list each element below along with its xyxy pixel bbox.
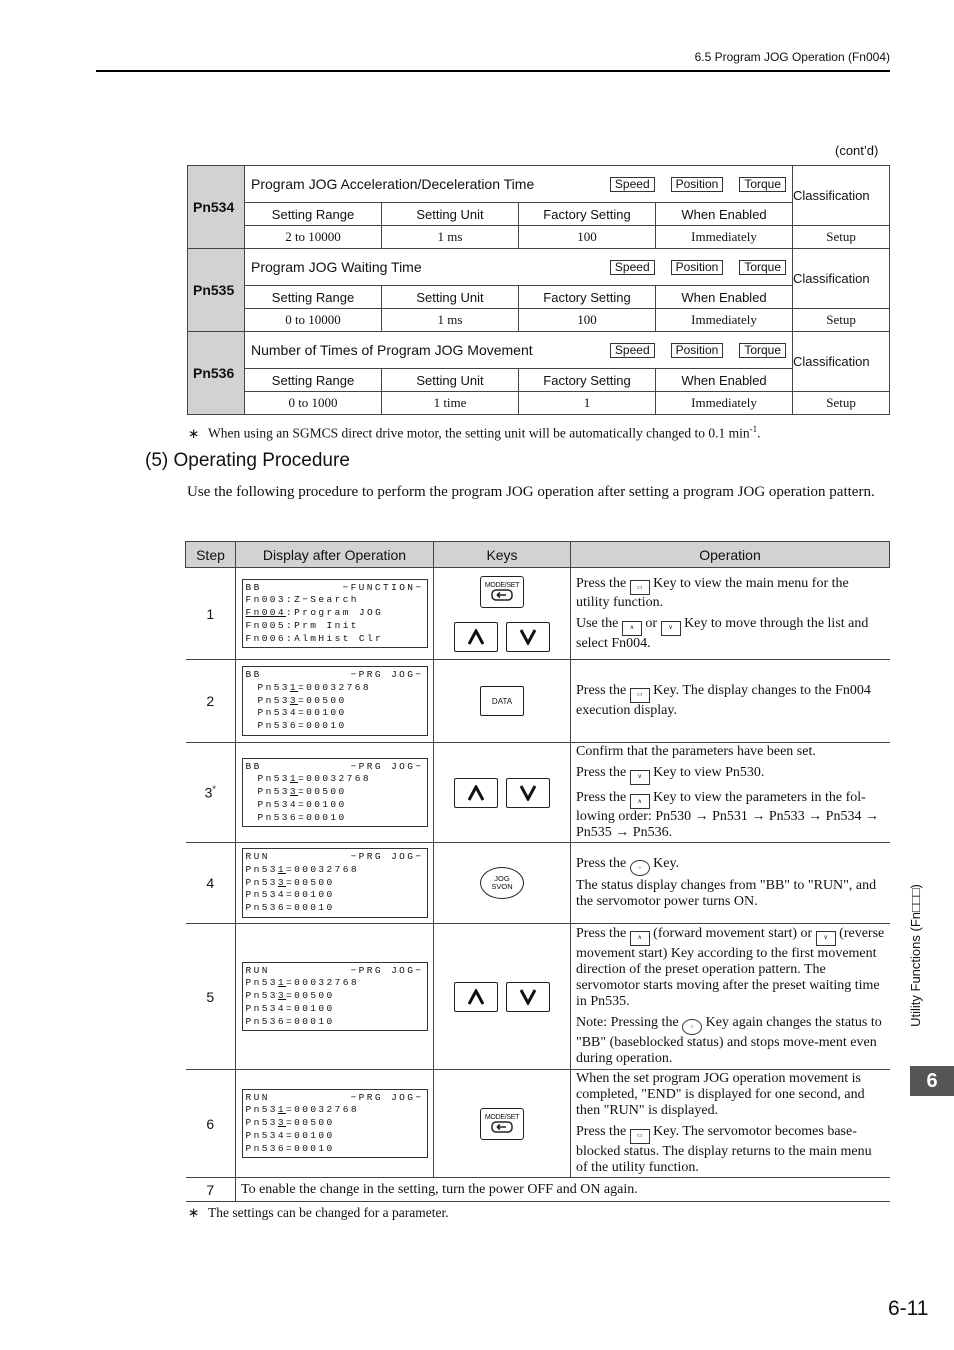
setting-range-header: Setting Range xyxy=(245,203,382,226)
down-arrow-icon xyxy=(519,785,537,801)
side-tab-text: Utility Functions (Fn□□□) xyxy=(907,883,923,1027)
jog-label: JOG xyxy=(494,874,510,883)
down-key[interactable] xyxy=(506,622,550,652)
contd-label: (cont’d) xyxy=(835,143,879,158)
lcd-line xyxy=(246,977,424,990)
display-header: Display after Operation xyxy=(236,542,434,568)
footnote-text: The settings can be changed for a parameter. xyxy=(208,1205,449,1220)
when-enabled-header: When Enabled xyxy=(656,369,793,392)
setting-range-value: 0 to 10000 xyxy=(245,309,382,332)
step-footnote-mark: * xyxy=(212,784,216,795)
display-cell xyxy=(236,743,434,843)
step-row-4 xyxy=(186,843,890,924)
note-text: Note: Pressing the xyxy=(576,1014,683,1030)
param-title-cell xyxy=(245,332,793,369)
panel-display xyxy=(242,666,428,736)
setting-unit-value: 1 ms xyxy=(382,226,519,249)
op-text: (forward movement start) or xyxy=(649,926,816,941)
down-key-icon: ∨ xyxy=(661,621,681,636)
op-text: The status display changes from "BB" to "RUN", and the servomotor power turns ON. xyxy=(576,878,877,910)
op-text: Key. The servomotor becomes base-blocked status. The display returns to the main menu of the utility function. xyxy=(576,1124,872,1175)
step-row-3 xyxy=(186,743,890,843)
panel-display xyxy=(242,579,428,649)
lcd-line: Pn534=00100 xyxy=(257,707,347,719)
footnote-text: When using an SGMCS direct drive motor, the setting unit will be automatically changed to 0.1 min xyxy=(208,425,750,441)
display-cell xyxy=(236,1070,434,1178)
step-row-2 xyxy=(186,660,890,743)
panel-display xyxy=(242,962,428,1032)
op-text: Key to move through the list and select Fn004. xyxy=(576,616,869,651)
setting-range-value: 0 to 1000 xyxy=(245,392,382,415)
when-enabled-value: Immediately xyxy=(656,309,793,332)
operation-header: Operation xyxy=(571,542,890,568)
display-cell xyxy=(236,924,434,1070)
svon-label: SVON xyxy=(491,882,513,891)
lcd-status: RUN xyxy=(245,851,270,863)
lcd-text: :Program JOG xyxy=(286,607,384,619)
lcd-status: BB xyxy=(245,669,262,681)
lcd-status: RUN xyxy=(245,1091,270,1103)
lcd-mode: −PRG JOG− xyxy=(350,1091,424,1103)
down-arrow-icon xyxy=(519,629,537,645)
op-text: (reverse movement start) Key according to the first movement direction of the preset operation pattern. The servomotor starts moving after the preset waiting time in Pn535. xyxy=(576,926,885,1009)
lcd-line: Pn536=00010 xyxy=(245,1015,335,1027)
position-chip: Position xyxy=(671,260,724,275)
param-row-pn536 xyxy=(188,332,890,369)
page-number: 6-11 xyxy=(888,1297,929,1320)
up-key[interactable] xyxy=(454,778,498,808)
up-key[interactable] xyxy=(454,622,498,652)
lcd-text: =00500 xyxy=(286,1117,335,1129)
lcd-text: =00032768 xyxy=(298,773,371,785)
factory-setting-header: Factory Setting xyxy=(519,369,656,392)
lcd-text: =00032768 xyxy=(298,681,371,693)
classification-value: Setup xyxy=(793,392,890,415)
when-enabled-header: When Enabled xyxy=(656,203,793,226)
op-text: Press the xyxy=(576,683,630,699)
speed-chip: Speed xyxy=(610,260,655,275)
panel-display xyxy=(242,1089,428,1159)
lcd-line xyxy=(246,786,424,799)
keys-cell xyxy=(434,924,571,1070)
display-cell xyxy=(236,660,434,743)
param-title: Program JOG Acceleration/Deceleration Time xyxy=(251,176,535,192)
position-chip: Position xyxy=(671,177,724,192)
torque-chip: Torque xyxy=(739,177,786,192)
lcd-line: Pn536=00010 xyxy=(245,902,335,914)
setting-range-header: Setting Range xyxy=(245,286,382,309)
footnote-superscript: -1 xyxy=(749,424,758,434)
lcd-status: BB xyxy=(245,581,262,593)
down-key[interactable] xyxy=(506,778,550,808)
step-number: 6 xyxy=(186,1070,236,1178)
lcd-text: Pn53 xyxy=(257,694,290,706)
lcd-line: Fn003:Z−Search xyxy=(245,594,359,606)
classification-header: Classification xyxy=(793,249,890,309)
jog-svon-key-icon: ○ xyxy=(630,860,650,876)
param-row-pn534 xyxy=(188,166,890,203)
op-text: When the set program JOG operation movement is completed, "END" is displayed for one second, and then "RUN" is displayed. xyxy=(576,1071,865,1119)
up-arrow-icon xyxy=(467,629,485,645)
lcd-cursor: 1 xyxy=(277,1104,287,1116)
panel-display xyxy=(242,848,428,918)
step-row-5 xyxy=(186,924,890,1070)
torque-chip: Torque xyxy=(739,260,786,275)
footnote-mark: ∗ xyxy=(188,1205,200,1220)
keys-header: Keys xyxy=(434,542,571,568)
op-text: Press the xyxy=(576,1124,630,1140)
operation-cell xyxy=(571,568,890,660)
lcd-cursor: 3 xyxy=(289,694,299,706)
lcd-text: Pn53 xyxy=(245,876,278,888)
lcd-text: Pn53 xyxy=(245,1104,278,1116)
lcd-mode: −PRG JOG− xyxy=(350,760,424,772)
down-arrow-icon xyxy=(519,989,537,1005)
lcd-text: Pn53 xyxy=(245,977,278,989)
note-text: Key again changes the status to "BB" (baseblocked status) and stops move-ment even during operation. xyxy=(576,1014,882,1066)
lcd-line xyxy=(246,695,424,708)
op-text: Key. The display changes to the Fn004 execution display. xyxy=(576,683,871,718)
param-footnote xyxy=(188,424,761,442)
down-key-icon: ∨ xyxy=(816,931,836,946)
operation-cell xyxy=(571,660,890,743)
mode-set-label: MODE/SET xyxy=(484,582,520,589)
lcd-cursor: 3 xyxy=(277,990,287,1002)
lcd-line: Pn536=00010 xyxy=(257,720,347,732)
speed-chip: Speed xyxy=(610,343,655,358)
step-number: 7 xyxy=(186,1178,236,1202)
param-number: Pn534 xyxy=(188,166,245,249)
mode-set-label: MODE/SET xyxy=(484,1114,520,1121)
lcd-line: Pn534=00100 xyxy=(245,1002,335,1014)
lcd-line xyxy=(246,1117,424,1130)
operation-cell xyxy=(571,743,890,843)
step-number: 3 xyxy=(204,784,213,801)
lcd-line xyxy=(246,990,424,1003)
op-text: Key to view Pn530. xyxy=(649,765,765,780)
when-enabled-value: Immediately xyxy=(656,392,793,415)
up-key-icon: ∧ xyxy=(630,794,650,809)
lcd-line xyxy=(246,1104,424,1117)
op-text: Key. xyxy=(649,855,680,871)
lcd-text: =00032768 xyxy=(286,977,359,989)
up-key[interactable] xyxy=(454,982,498,1012)
lcd-line: Fn005:Prm Init xyxy=(245,619,359,631)
setting-unit-header: Setting Unit xyxy=(382,203,519,226)
lcd-status: BB xyxy=(245,760,262,772)
lcd-text: Pn53 xyxy=(257,786,290,798)
lcd-text: =00032768 xyxy=(286,863,359,875)
return-arrow-icon xyxy=(491,1121,513,1133)
op-text: Press the xyxy=(576,855,630,871)
lcd-line xyxy=(246,864,424,877)
lcd-line-selected xyxy=(246,607,424,620)
parameter-table xyxy=(187,165,890,415)
keys-cell xyxy=(434,1070,571,1178)
step-number-cell xyxy=(186,743,236,843)
op-text: Press the xyxy=(576,789,630,805)
down-key[interactable] xyxy=(506,982,550,1012)
param-title-cell xyxy=(245,166,793,203)
keys-cell xyxy=(434,660,571,743)
keys-cell xyxy=(434,568,571,660)
jog-svon-key[interactable] xyxy=(480,867,524,899)
step-number: 1 xyxy=(186,568,236,660)
lcd-text: =00500 xyxy=(298,786,347,798)
display-cell xyxy=(236,843,434,924)
factory-setting-value: 100 xyxy=(519,309,656,332)
op-text: Press the xyxy=(576,575,630,591)
step-header: Step xyxy=(186,542,236,568)
up-arrow-icon xyxy=(467,785,485,801)
setting-unit-value: 1 time xyxy=(382,392,519,415)
section-heading: (5) Operating Procedure xyxy=(145,450,350,471)
lcd-status: RUN xyxy=(245,964,270,976)
lcd-mode: −PRG JOG− xyxy=(350,669,424,681)
setting-range-header: Setting Range xyxy=(245,369,382,392)
step-row-6 xyxy=(186,1070,890,1178)
running-header: 6.5 Program JOG Operation (Fn004) xyxy=(694,50,890,64)
lcd-cursor: 3 xyxy=(277,876,287,888)
section-intro: Use the following procedure to perform the program JOG operation after setting a program JOG operation pattern. xyxy=(187,484,875,500)
factory-setting-header: Factory Setting xyxy=(519,203,656,226)
param-title: Number of Times of Program JOG Movement xyxy=(251,342,533,358)
header-rule xyxy=(96,70,890,72)
setting-unit-header: Setting Unit xyxy=(382,286,519,309)
param-number: Pn535 xyxy=(188,249,245,332)
panel-display xyxy=(242,758,428,828)
keys-cell xyxy=(434,743,571,843)
factory-setting-header: Factory Setting xyxy=(519,286,656,309)
lcd-line: Pn536=00010 xyxy=(257,811,347,823)
jog-svon-key-icon: ○ xyxy=(682,1019,702,1035)
operation-cell xyxy=(571,843,890,924)
up-key-icon: ∧ xyxy=(622,621,642,636)
param-number: Pn536 xyxy=(188,332,245,415)
mode-set-key[interactable] xyxy=(480,576,524,608)
lcd-text: =00500 xyxy=(286,990,335,1002)
display-cell xyxy=(236,568,434,660)
lcd-line xyxy=(246,682,424,695)
lcd-cursor: 1 xyxy=(277,977,287,989)
step-number: 4 xyxy=(186,843,236,924)
param-row-pn535 xyxy=(188,249,890,286)
lcd-text: =00500 xyxy=(286,876,335,888)
data-key-icon: ▭ xyxy=(630,688,650,703)
speed-chip: Speed xyxy=(610,177,655,192)
lcd-mode: −FUNCTION− xyxy=(342,581,424,593)
lcd-cursor: 1 xyxy=(289,773,299,785)
when-enabled-header: When Enabled xyxy=(656,286,793,309)
lcd-cursor: 3 xyxy=(277,1117,287,1129)
op-text: or xyxy=(641,616,661,631)
mode-set-key[interactable] xyxy=(480,1108,524,1140)
setting-unit-header: Setting Unit xyxy=(382,369,519,392)
lcd-text: =00500 xyxy=(298,694,347,706)
when-enabled-value: Immediately xyxy=(656,226,793,249)
classification-header: Classification xyxy=(793,332,890,392)
classification-header: Classification xyxy=(793,166,890,226)
procedure-table xyxy=(185,541,890,1202)
lcd-line xyxy=(246,773,424,786)
step-number: 5 xyxy=(186,924,236,1070)
position-chip: Position xyxy=(671,343,724,358)
setting-unit-value: 1 ms xyxy=(382,309,519,332)
step-number: 2 xyxy=(186,660,236,743)
op-text: Key to view the parameters in the fol-lowing order: Pn530 → Pn531 → Pn533 → Pn534 → Pn535 → Pn536. xyxy=(576,789,879,840)
side-tab-label xyxy=(904,870,926,1040)
op-text: Use the xyxy=(576,616,622,631)
setting-range-value: 2 to 10000 xyxy=(245,226,382,249)
lcd-text: Pn53 xyxy=(257,773,290,785)
keys-cell xyxy=(434,843,571,924)
data-key[interactable]: DATA xyxy=(480,686,524,716)
classification-value: Setup xyxy=(793,309,890,332)
down-key-icon: ∨ xyxy=(630,770,650,785)
lcd-cursor: 1 xyxy=(277,863,287,875)
mode-set-key-icon: ▭ xyxy=(630,580,650,595)
lcd-cursor: Fn004 xyxy=(245,607,287,619)
param-title-cell xyxy=(245,249,793,286)
up-key-icon: ∧ xyxy=(630,931,650,946)
operation-cell: To enable the change in the setting, turn the power OFF and ON again. xyxy=(236,1178,890,1202)
op-text: Key to view the main menu for the utility function. xyxy=(576,575,849,610)
step-row-1 xyxy=(186,568,890,660)
lcd-text: Pn53 xyxy=(245,863,278,875)
lcd-mode: −PRG JOG− xyxy=(350,851,424,863)
step-row-7 xyxy=(186,1178,890,1202)
op-text: Press the xyxy=(576,765,630,780)
op-text: Press the xyxy=(576,926,630,941)
lcd-text: Pn53 xyxy=(245,1117,278,1129)
classification-value: Setup xyxy=(793,226,890,249)
lcd-text: Pn53 xyxy=(257,681,290,693)
op-text: Confirm that the parameters have been set. xyxy=(576,744,816,759)
torque-chip: Torque xyxy=(739,343,786,358)
param-title: Program JOG Waiting Time xyxy=(251,259,422,275)
lcd-text: =00032768 xyxy=(286,1104,359,1116)
factory-setting-value: 1 xyxy=(519,392,656,415)
lcd-line: Pn536=00010 xyxy=(245,1142,335,1154)
lcd-line xyxy=(246,877,424,890)
lcd-text: Pn53 xyxy=(245,990,278,1002)
footnote-end: . xyxy=(757,425,761,441)
lcd-line: Fn006:AlmHist Clr xyxy=(245,632,384,644)
lcd-line: Pn534=00100 xyxy=(245,889,335,901)
operation-cell xyxy=(571,1070,890,1178)
lcd-mode: −PRG JOG− xyxy=(350,964,424,976)
mode-set-key-icon: ▭ xyxy=(630,1129,650,1144)
up-arrow-icon xyxy=(467,989,485,1005)
procedure-footnote xyxy=(188,1205,449,1221)
operation-cell xyxy=(571,924,890,1070)
lcd-line: Pn534=00100 xyxy=(245,1129,335,1141)
footnote-mark: ∗ xyxy=(188,425,200,441)
return-arrow-icon xyxy=(491,589,513,601)
chapter-tab: 6 xyxy=(910,1066,954,1096)
lcd-cursor: 3 xyxy=(289,786,299,798)
lcd-line: Pn534=00100 xyxy=(257,798,347,810)
lcd-cursor: 1 xyxy=(289,681,299,693)
factory-setting-value: 100 xyxy=(519,226,656,249)
